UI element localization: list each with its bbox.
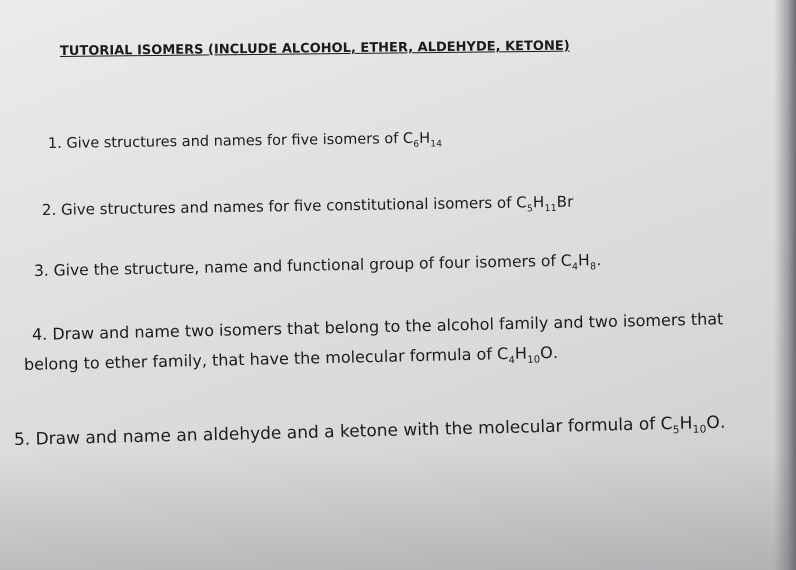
question-4-formula <box>496 342 554 367</box>
question-3-text: 3. Give the structure, name and functional group of four isomers of <box>33 251 561 280</box>
question-5 <box>14 413 726 453</box>
paper-edge <box>774 0 796 570</box>
formula-element: H <box>577 251 591 270</box>
formula-subscript: 4 <box>571 261 579 273</box>
worksheet-title: TUTORIAL ISOMERS (INCLUDE ALCOHOL, ETHER, ALDEHYDE, KETONE) <box>59 38 570 59</box>
formula-element: C <box>560 251 572 270</box>
formula-element: H <box>419 130 431 147</box>
formula-subscript: 5 <box>526 203 534 215</box>
formula-subscript: 4 <box>508 355 516 367</box>
formula-element: H <box>679 413 693 434</box>
formula-subscript: 5 <box>672 424 680 437</box>
question-2 <box>42 193 574 222</box>
question-2-formula <box>516 192 574 215</box>
question-1 <box>48 130 442 154</box>
formula-subscript: 10 <box>527 354 541 366</box>
question-3-tail: . <box>596 251 602 270</box>
formula-element: C <box>660 413 673 435</box>
question-4-text: belong to ether family, that have the molecular formula of <box>23 344 498 374</box>
question-5-formula <box>660 412 721 437</box>
formula-element: H <box>532 193 545 212</box>
paper-shadow <box>0 450 796 570</box>
question-5-text: 5. Draw and name an aldehyde and a ketone with the molecular formula of <box>13 414 661 450</box>
formula-element: O <box>539 342 554 363</box>
formula-element: C <box>402 130 414 148</box>
question-5-tail: . <box>719 412 726 433</box>
formula-element: Br <box>556 192 574 211</box>
question-1-text: 1. Give structures and names for five isomers of <box>47 131 404 152</box>
question-3-formula <box>560 251 597 273</box>
formula-subscript: 8 <box>589 261 597 273</box>
question-3 <box>34 251 602 283</box>
formula-element: C <box>496 344 509 364</box>
formula-element: O <box>706 412 721 434</box>
formula-subscript: 14 <box>430 139 443 150</box>
question-2-text: 2. Give structures and names for five constitutional isomers of <box>41 193 517 219</box>
formula-element: H <box>514 343 528 363</box>
formula-subscript: 11 <box>544 202 557 215</box>
formula-element: C <box>516 193 527 212</box>
question-4-tail: . <box>552 342 559 362</box>
question-4-line-2 <box>24 343 559 377</box>
question-4-line-1: 4. Draw and name two isomers that belong to the alcohol family and two isomers that <box>31 309 724 344</box>
question-1-formula <box>402 130 443 150</box>
formula-subscript: 10 <box>692 423 707 436</box>
formula-subscript: 6 <box>413 139 420 150</box>
